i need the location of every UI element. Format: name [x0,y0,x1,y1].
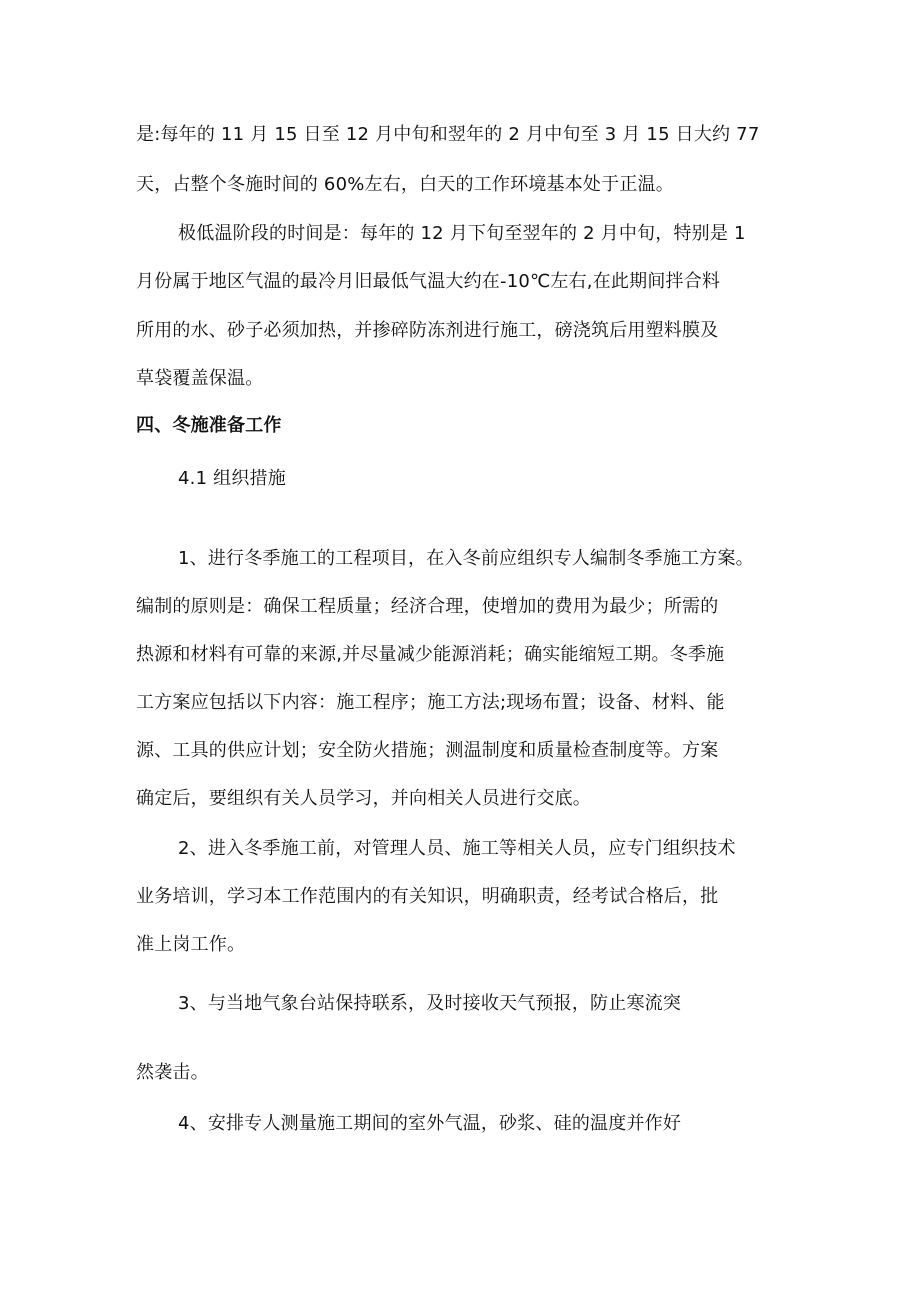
text-line: 然袭击。 [136,1062,209,1083]
text-line: 热源和材料有可靠的来源,并尽量减少能源消耗；确实能缩短工期。冬季施 [136,644,725,665]
text-line: 业务培训，学习本工作范围内的有关知识，明确职责，经考试合格后，批 [136,886,719,907]
subsection-heading: 4.1 组织措施 [178,468,286,489]
text-line: 是:每年的 11 月 15 日至 12 月中旬和翌年的 2 月中旬至 3 月 15 日大约 77 [136,124,760,145]
text-line: 2、进入冬季施工前，对管理人员、施工等相关人员，应专门组织技术 [178,838,736,859]
text-line: 源、工具的供应计划；安全防火措施；测温制度和质量检查制度等。方案 [136,740,719,761]
section-heading: 四、冬施准备工作 [136,415,282,436]
text-line: 草袋覆盖保温。 [136,368,264,389]
text-line: 3、与当地气象台站保持联系，及时接收天气预报，防止寒流突 [178,993,682,1014]
text-line: 月份属于地区气温的最冷月旧最低气温大约在-10℃左右,在此期间拌合料 [136,271,721,292]
text-line: 工方案应包括以下内容：施工程序；施工方法;现场布置；设备、材料、能 [136,692,725,713]
text-line: 确定后，要组织有关人员学习，并向相关人员进行交底。 [136,788,591,809]
text-line: 所用的水、砂子必须加热，并掺碎防冻剂进行施工，磅浇筑后用塑料膜及 [136,320,719,341]
text-line: 1、进行冬季施工的工程项目，在入冬前应组织专人编制冬季施工方案。 [178,548,754,569]
text-line: 4、安排专人测量施工期间的室外气温，砂浆、硅的温度并作好 [178,1113,682,1134]
text-line: 准上岗工作。 [136,934,246,955]
text-line: 极低温阶段的时间是：每年的 12 月下旬至翌年的 2 月中旬，特别是 1 [178,223,746,244]
text-line: 编制的原则是：确保工程质量；经济合理，使增加的费用为最少；所需的 [136,596,719,617]
text-line: 天，占整个冬施时间的 60%左右，白天的工作环境基本处于正温。 [136,174,674,195]
